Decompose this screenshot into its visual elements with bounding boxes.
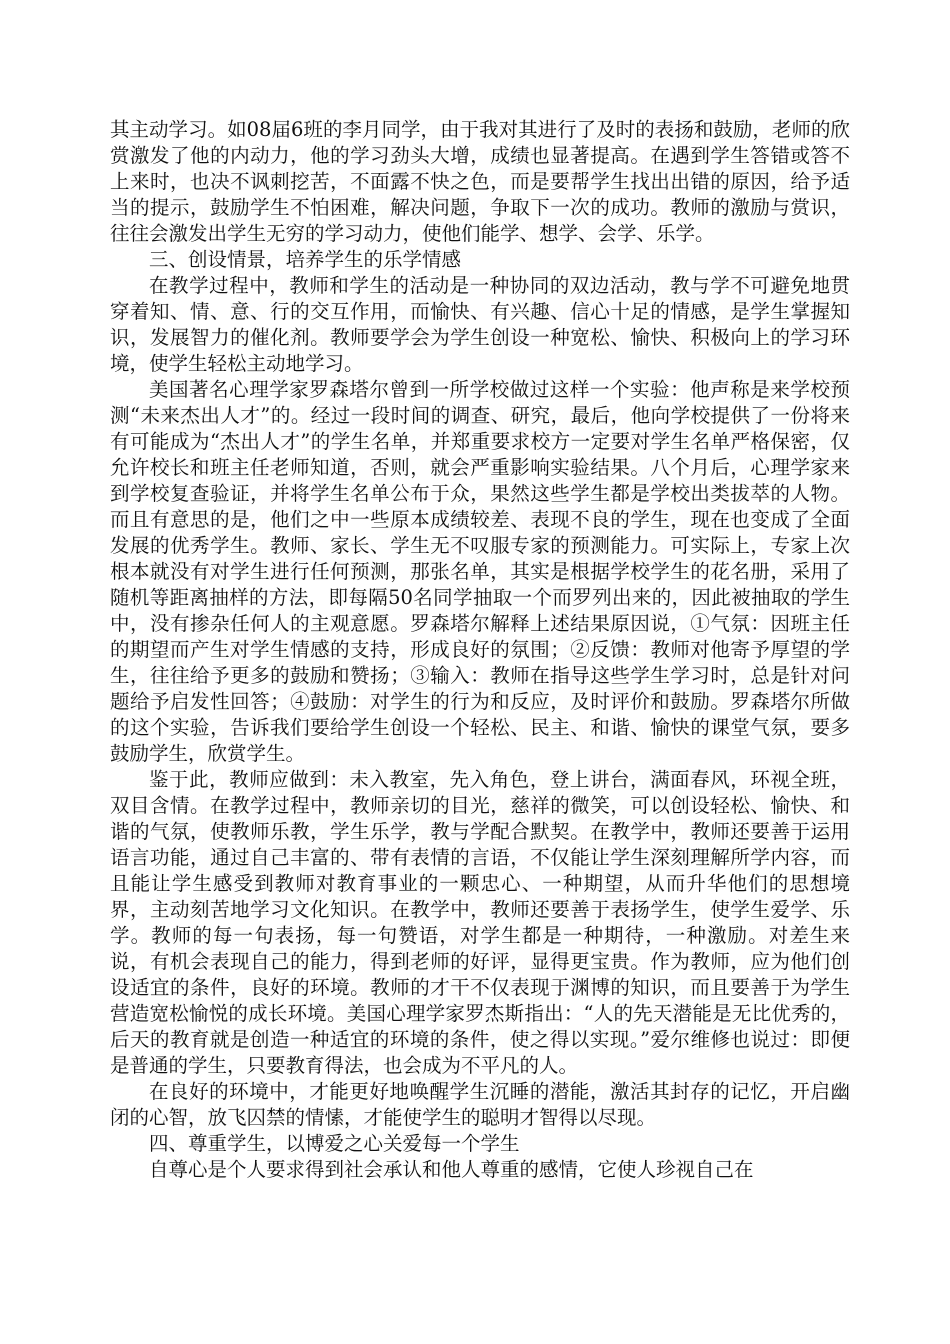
document-page	[110, 117, 850, 1183]
paragraph-continuation: 其主动学习。如08届6班的李月同学，由于我对其进行了及时的表扬和鼓励，老师的欣赏激发了他的内动力，他的学习劲头大增，成绩也显著提高。在遇到学生答错或答不上来时，也决不讽刺挖苦，不面露不快之色，而是要帮学生找出出错的原因，给予适当的提示，鼓励学生不怕困难，解决问题，争取下一次的成功。教师的激励与赏识，往往会激发出学生无穷的学习动力，使他们能学、想学、会学、乐学。	[110, 118, 850, 245]
section-heading-3: 三、创设情景，培养学生的乐学情感	[149, 248, 462, 271]
paragraph-body: 美国著名心理学家罗森塔尔曾到一所学校做过这样一个实验：他声称是来学校预测“未来杰出人才”的。经过一段时间的调查、研究，最后，他向学校提供了一份将来有可能成为“杰出人才”的学生名单，并郑重要求校方一定要对学生名单严格保密，仅允许校长和班主任老师知道，否则，就会严重影响实验结果。八个月后，心理学家来到学校复查验证，并将学生名单公布于众，果然这些学生都是学校出类拔萃的人物。而且有意思的是，他们之中一些原本成绩较差、表现不良的学生，现在也变成了全面发展的优秀学生。教师、家长、学生无不叹服专家的预测能力。可实际上，专家上次根本就没有对学生进行任何预测，那张名单，其实是根据学校学生的花名册，采用了随机等距离抽样的方法，即每隔50名同学抽取一个而罗列出来的，因此被抽取的学生中，没有掺杂任何人的主观意愿。罗森塔尔解释上述结果原因说，①气氛：因班主任的期望而产生对学生情感的支持，形成良好的氛围；②反馈：教师对他寄予厚望的学生，往往给予更多的鼓励和赞扬；③输入：教师在指导这些学生学习时，总是针对问题给予启发性回答；④鼓励：对学生的行为和反应，及时评价和鼓励。罗森塔尔所做的这个实验，告诉我们要给学生创设一个轻松、民主、和谐、愉快的课堂气氛，要多鼓励学生，欣赏学生。	[110, 378, 850, 765]
paragraph-body: 在良好的环境中，才能更好地唤醒学生沉睡的潜能，激活其封存的记忆，开启幽闭的心智，放飞囚禁的情愫，才能使学生的聪明才智得以尽现。	[110, 1080, 850, 1129]
section-heading-4: 四、尊重学生，以博爱之心关爱每一个学生	[149, 1132, 520, 1155]
paragraph-body: 鉴于此，教师应做到：未入教室，先入角色，登上讲台，满面春风，环视全班，双目含情。在教学过程中，教师亲切的目光，慈祥的微笑，可以创设轻松、愉快、和谐的气氛，使教师乐教，学生乐学，教与学配合默契。在教学中，教师还要善于运用语言功能，通过自己丰富的、带有表情的言语，不仅能让学生深刻理解所学内容，而且能让学生感受到教师对教育事业的一颗忠心、一种期望，从而升华他们的思想境界，主动刻苦地学习文化知识。在教学中，教师还要善于表扬学生，使学生爱学、乐学。教师的每一句表扬，每一句赞语，对学生都是一种期待，一种激励。对差生来说，有机会表现自己的能力，得到老师的好评，显得更宝贵。作为教师，应为他们创设适宜的条件，良好的环境。教师的才干不仅表现于渊博的知识，而且要善于为学生营造宽松愉悦的成长环境。美国心理学家罗杰斯指出：“人的先天潜能是无比优秀的，后天的教育就是创造一种适宜的环境的条件，使之得以实现。”爱尔维修也说过：即便是普通的学生，只要教育得法，也会成为不平凡的人。	[110, 768, 850, 1077]
paragraph-body: 在教学过程中，教师和学生的活动是一种协同的双边活动，教与学不可避免地贯穿着知、情、意、行的交互作用，而愉快、有兴趣、信心十足的情感，是学生掌握知识，发展智力的催化剂。教师要学会为学生创设一种宽松、愉快、积极向上的学习环境，使学生轻松主动地学习。	[110, 274, 850, 375]
paragraph-body: 自尊心是个人要求得到社会承认和他人尊重的感情，它使人珍视自己在	[149, 1158, 754, 1181]
